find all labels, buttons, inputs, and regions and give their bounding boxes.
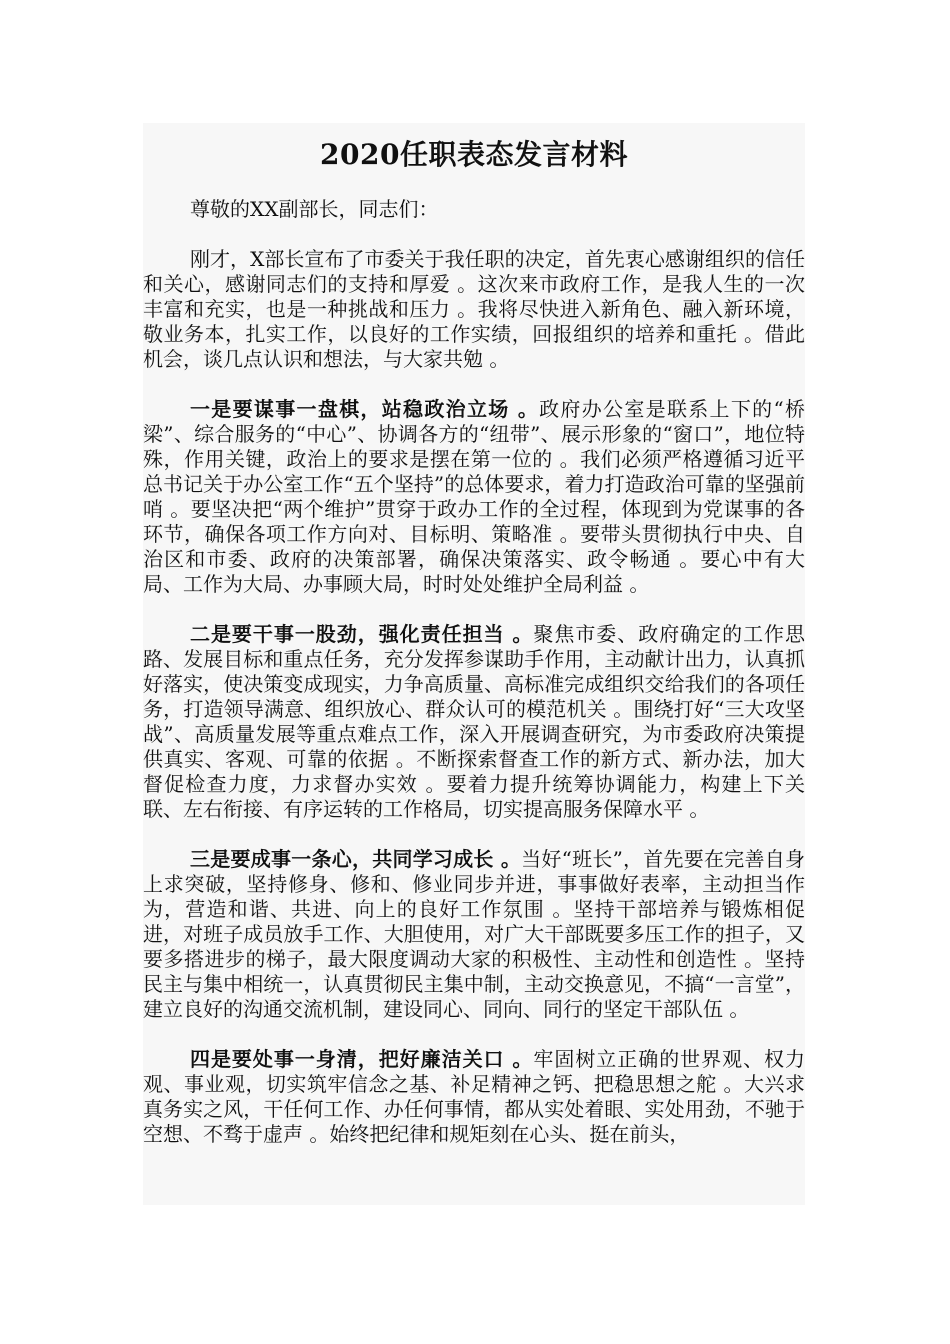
paragraph-point-2 — [143, 622, 805, 822]
paragraph-intro — [143, 247, 805, 372]
paragraph-text: 牢固树立正确的世界观、权力观、事业观，切实筑牢信念之基、补足精神之钙、把稳思想之舵 。大兴求真务实之风，干任何工作、办任何事情，都从实处着眼、实处用劲，不驰于空想、不骛于虚声 。始终把纪律和规矩刻在心头、挺在前头， — [143, 1047, 805, 1146]
paragraph-heading: 三是要成事一条心，共同学习成长 。 — [190, 847, 522, 871]
paragraph-heading: 二是要干事一股劲，强化责任担当 。 — [190, 622, 534, 646]
paragraph-point-1 — [143, 397, 805, 597]
document-title: 2020任职表态发言材料 — [320, 138, 628, 171]
paragraph-text: 聚焦市委、政府确定的工作思路、发展目标和重点任务，充分发挥参谋助手作用，主动献计出力，认真抓好落实，使决策变成现实，力争高质量、高标准完成组织交给我们的各项任务，打造领导满意、组织放心、群众认可的模范机关 。围绕打好“三大攻坚战”、高质量发展等重点难点工作，深入开展调查研究，为市委政府决策提供真实、客观、可靠的依据 。不断探索督查工作的新方式、新办法，加大督促检查力度，力求督办实效 。要着力提升统筹协调能力，构建上下关联、左右衔接、有序运转的工作格局，切实提高服务保障水平 。 — [143, 622, 805, 821]
paragraph-point-4 — [143, 1047, 805, 1147]
paragraph-text: 政府办公室是联系上下的“桥梁”、综合服务的“中心”、协调各方的“纽带”、展示形象的“窗口”，地位特殊，作用关键，政治上的要求是摆在第一位的 。我们必须严格遵循习近平总书记关于办公室工作“五个坚持”的总体要求，着力打造政治可靠的坚强前哨 。要坚决把“两个维护”贯穿于政办工作的全过程，体现到为党谋事的各环节，确保各项工作方向对、目标明、策略准 。要带头贯彻执行中央、自治区和市委、政府的决策部署，确保决策落实、政令畅通 。要心中有大局、工作为大局、办事顾大局，时时处处维护全局利益 。 — [143, 397, 805, 596]
paragraph-text: 刚才，X部长宣布了市委关于我任职的决定，首先衷心感谢组织的信任和关心，感谢同志们的支持和厚爱 。这次来市政府工作，是我人生的一次丰富和充实，也是一种挑战和压力 。我将尽快进入新角色、融入新环境，敬业务本，扎实工作，以良好的工作实绩，回报组织的培养和重托 。借此机会，谈几点认识和想法，与大家共勉 。 — [143, 247, 805, 371]
paragraph-point-3 — [143, 847, 805, 1022]
document-page — [143, 123, 805, 1205]
paragraph-text: 当好“班长”，首先要在完善自身上求突破，坚持修身、修和、修业同步并进，事事做好表率，主动担当作为，营造和谐、共进、向上的良好工作氛围 。坚持干部培养与锻炼相促进，对班子成员放手工作、大胆使用，对广大干部既要多压工作的担子，又要多搭进步的梯子，最大限度调动大家的积极性、主动性和创造性 。坚持民主与集中相统一，认真贯彻民主集中制，主动交换意见，不搞“一言堂”，建立良好的沟通交流机制，建设同心、同向、同行的坚定干部队伍 。 — [143, 847, 805, 1021]
salutation: 尊敬的XX副部长，同志们： — [190, 197, 439, 221]
paragraph-heading: 一是要谋事一盘棋，站稳政治立场 。 — [190, 397, 540, 421]
paragraph-heading: 四是要处事一身清，把好廉洁关口 。 — [190, 1047, 534, 1071]
